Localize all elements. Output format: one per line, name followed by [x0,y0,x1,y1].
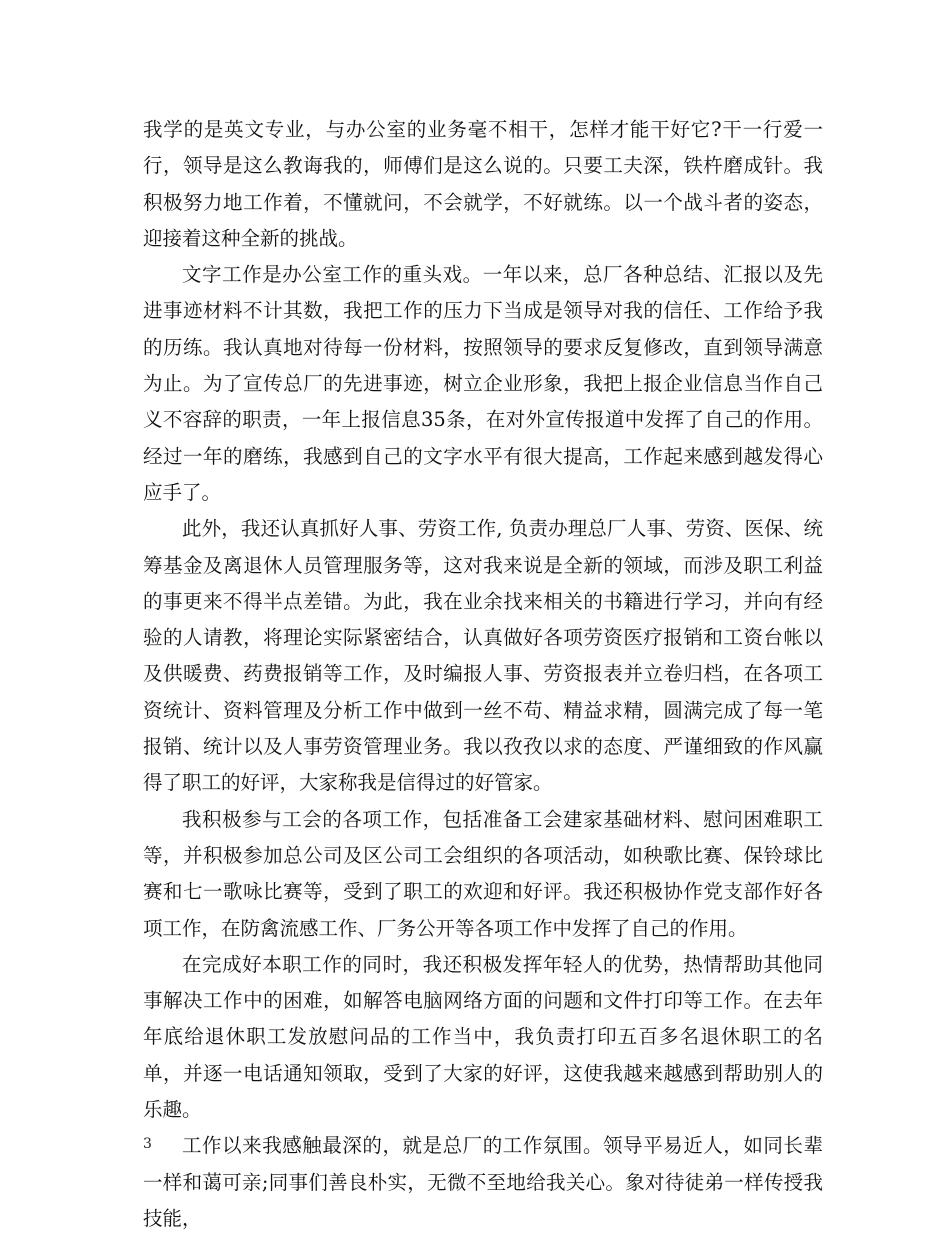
paragraph-6: 工作以来我感触最深的，就是总厂的工作氛围。领导平易近人，如同长辈一样和蔼可亲;同事们善良朴实，无微不至地给我关心。象对待徒弟一样传授我技能， [143,1134,823,1230]
paragraph-1: 我学的是英文专业，与办公室的业务毫不相干，怎样才能干好它?干一行爱一行，领导是这么教诲我的，师傅们是这么说的。只要工夫深，铁杵磨成针。我积极努力地工作着，不懂就问，不会就学，不好就练。以一个战斗者的姿态，迎接着这种全新的挑战。 [143,118,823,250]
paragraph-3: 此外，我还认真抓好人事、劳资工作, 负责办理总厂人事、劳资、医保、统筹基金及离退休人员管理服务等，这对我来说是全新的领域，而涉及职工利益的事更来不得半点差错。为此，我在业余找来相关的书籍进行学习，并向有经验的人请教，将理论实际紧密结合，认真做好各项劳资医疗报销和工资台帐以及供暖费、药费报销等工作，及时编报人事、劳资报表并立卷归档，在各项工资统计、资料管理及分析工作中做到一丝不苟、精益求精，圆满完成了每一笔报销、统计以及人事劳资管理业务。我以孜孜以求的态度、严谨细致的作风赢得了职工的好评，大家称我是信得过的好管家。 [143,517,823,795]
paragraph-5: 在完成好本职工作的同时，我还积极发挥年轻人的优势，热情帮助其他同事解决工作中的困难，如解答电脑网络方面的问题和文件打印等工作。在去年年底给退休职工发放慰问品的工作当中，我负责打印五百多名退休职工的名单，并逐一电话通知领取，受到了大家的好评，这使我越来越感到帮助别人的乐趣。 [143,952,823,1122]
page-number: 3 [143,1136,152,1152]
document-body [143,112,823,1237]
paragraph-2: 文字工作是办公室工作的重头戏。一年以来，总厂各种总结、汇报以及先进事迹材料不计其数，我把工作的压力下当成是领导对我的信任、工作给予我的历练。我认真地对待每一份材料，按照领导的要求反复修改，直到领导满意为止。为了宣传总厂的先进事迹，树立企业形象，我把上报企业信息当作自己义不容辞的职责，一年上报信息35条，在对外宣传报道中发挥了自己的作用。经过一年的磨练，我感到自己的文字水平有很大提高，工作起来感到越发得心应手了。 [143,263,823,504]
paragraph-4: 我积极参与工会的各项工作，包括准备工会建家基础材料、慰问困难职工等，并积极参加总公司及区公司工会组织的各项活动，如秧歌比赛、保铃球比赛和七一歌咏比赛等，受到了职工的欢迎和好评。我还积极协作党支部作好各项工作，在防禽流感工作、厂务公开等各项工作中发挥了自己的作用。 [143,807,823,940]
